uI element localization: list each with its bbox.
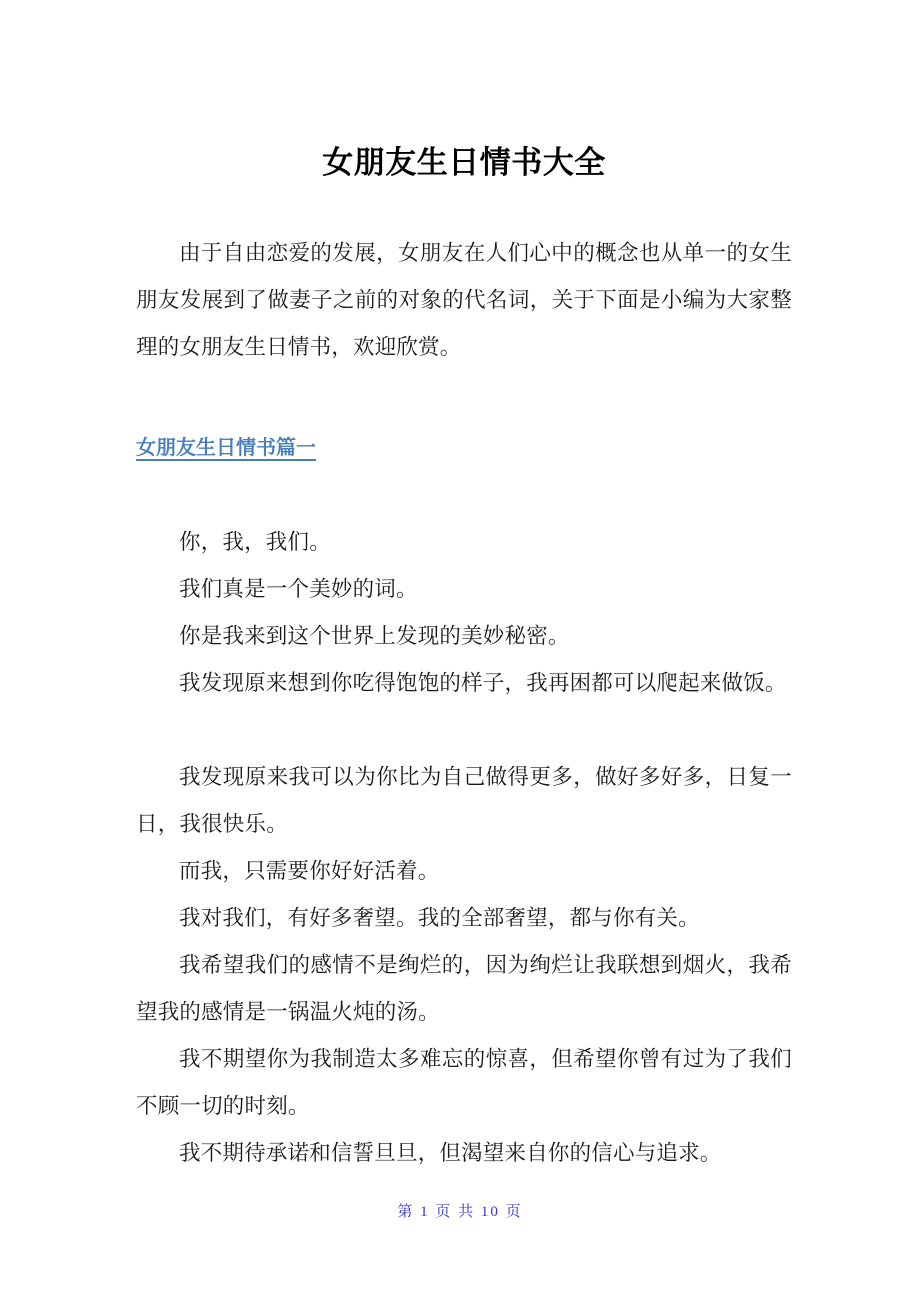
letter-paragraph: 你是我来到这个世界上发现的美妙秘密。 bbox=[179, 624, 570, 648]
page-footer: 第 1 页 共 10 页 bbox=[397, 1204, 523, 1220]
section-heading-label: 女朋友生日情书篇一 bbox=[136, 437, 316, 459]
letter-paragraph: 我发现原来想到你吃得饱饱的样子，我再困都可以爬起来做饭。 bbox=[179, 671, 787, 695]
section-heading-link[interactable] bbox=[136, 371, 792, 463]
page-title: 女朋友生日情书大全 bbox=[322, 145, 606, 180]
letter-paragraph: 我希望我们的感情不是绚烂的，因为绚烂让我联想到烟火，我希望我的感情是一锅温火炖的汤。 bbox=[136, 953, 792, 1024]
intro-paragraph: 由于自由恋爱的发展，女朋友在人们心中的概念也从单一的女生朋友发展到了做妻子之前的对象的代名词，关于下面是小编为大家整理的女朋友生日情书，欢迎欣赏。 bbox=[136, 241, 792, 359]
letter-paragraph: 而我，只需要你好好活着。 bbox=[179, 859, 440, 883]
letter-paragraph: 我不期望你为我制造太多难忘的惊喜，但希望你曾有过为了我们不顾一切的时刻。 bbox=[136, 1047, 792, 1118]
letter-paragraph: 我对我们，有好多奢望。我的全部奢望，都与你有关。 bbox=[179, 906, 700, 930]
letter-body bbox=[136, 463, 792, 1177]
letter-paragraph: 我们真是一个美妙的词。 bbox=[179, 577, 418, 601]
page-content bbox=[136, 0, 792, 1177]
letter-paragraph: 我不期待承诺和信誓旦旦，但渴望来自你的信心与追求。 bbox=[179, 1141, 722, 1165]
letter-paragraph: 你，我，我们。 bbox=[179, 530, 331, 554]
letter-paragraph: 我发现原来我可以为你比为自己做得更多，做好多好多，日复一日，我很快乐。 bbox=[136, 765, 792, 836]
